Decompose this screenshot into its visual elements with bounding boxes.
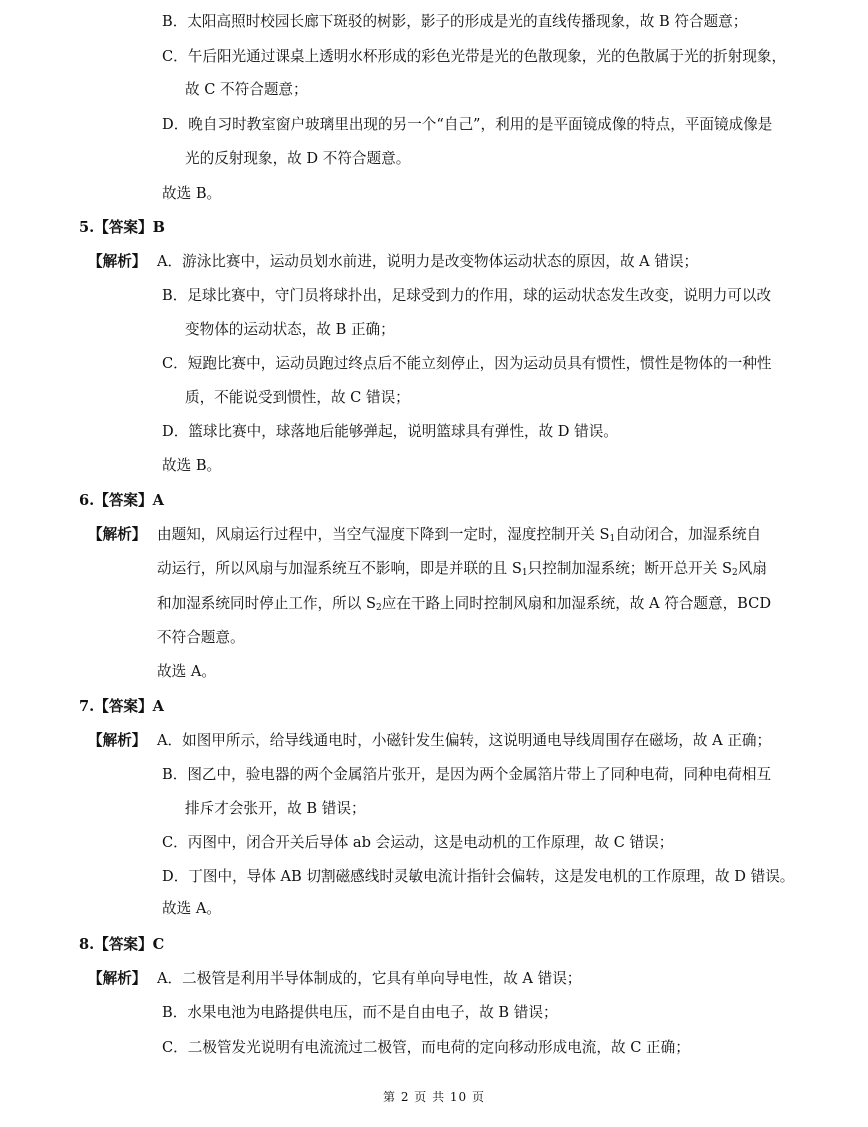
q4-option-b: B．太阳高照时校园长廊下斑驳的树影，影子的形成是光的直线传播现象，故 B 符合题意； (162, 13, 748, 30)
q7-option-b-line2: 排斥才会张开，故 B 错误； (185, 800, 366, 817)
q7-answer-heading: 7.【答案】A (79, 698, 164, 715)
page-footer: 第 2 页 共 10 页 (383, 1090, 485, 1104)
q5-choose: 故选 B。 (162, 457, 222, 474)
q6-analysis-line1: 由题知，风扇运行过程中，当空气湿度下降到一定时，湿度控制开关 $S_1$自动闭合，加湿系统自 (157, 526, 762, 544)
q4-option-d-line1: D．晚自习时教室窗户玻璃里出现的另一个“自己”，利用的是平面镜成像的特点，平面镜成像是 (162, 116, 773, 133)
q8-answer-heading: 8.【答案】C (79, 936, 165, 953)
q6-analysis-line4: 不符合题意。 (157, 629, 245, 646)
q6-answer-heading: 6.【答案】A (79, 492, 164, 509)
q5-option-c-line2: 质，不能说受到惯性，故 C 错误； (185, 389, 410, 406)
q5-option-b-line2: 变物体的运动状态，故 B 正确； (185, 321, 395, 338)
q7-option-c: C．丙图中，闭合开关后导体 ab 会运动，这是电动机的工作原理，故 C 错误； (162, 834, 674, 851)
q4-option-c-line2: 故 C 不符合题意； (185, 81, 308, 98)
q4-choose: 故选 B。 (162, 185, 222, 202)
q5-option-a: A．游泳比赛中，运动员划水前进，说明力是改变物体运动状态的原因，故 A 错误； (157, 253, 699, 270)
q5-answer-heading: 5.【答案】B (79, 219, 165, 236)
q5-option-b-line1: B．足球比赛中，守门员将球扑出，足球受到力的作用，球的运动状态发生改变，说明力可以改 (162, 287, 772, 304)
q8-option-b: B．水果电池为电路提供电压，而不是自由电子，故 B 错误； (162, 1004, 558, 1021)
q7-option-b-line1: B．图乙中，验电器的两个金属箔片张开，是因为两个金属箔片带上了同种电荷，同种电荷相互 (162, 766, 772, 783)
q6-analysis-tag: 【解析】 (88, 526, 147, 543)
q8-option-a: A．二极管是利用半导体制成的，它具有单向导电性，故 A 错误； (157, 970, 582, 987)
q7-analysis-tag: 【解析】 (88, 732, 147, 749)
q7-option-a: A．如图甲所示，给导线通电时，小磁针发生偏转，这说明通电导线周围存在磁场，故 A 正确； (157, 732, 772, 749)
q4-option-d-line2: 光的反射现象，故 D 不符合题意。 (185, 150, 411, 167)
q8-analysis-tag: 【解析】 (88, 970, 147, 987)
q7-option-d: D．丁图中，导体 AB 切割磁感线时灵敏电流计指针会偏转，这是发电机的工作原理，故 D 错误。 (162, 868, 795, 885)
q5-analysis-tag: 【解析】 (88, 253, 147, 270)
q6-analysis-line3: 和加湿系统同时停止工作，所以 $S_2$应在干路上同时控制风扇和加湿系统，故 A 符合题意，BCD (157, 595, 772, 613)
q8-option-c: C．二极管发光说明有电流流过二极管，而电荷的定向移动形成电流，故 C 正确； (162, 1039, 690, 1056)
q6-analysis-line2: 动运行，所以风扇与加湿系统互不影响，即是并联的且 $S_1$只控制加湿系统；断开总开关 $S_2$风扇 (157, 560, 767, 578)
q5-option-c-line1: C．短跑比赛中，运动员跑过终点后不能立刻停止，因为运动员具有惯性，惯性是物体的一种性 (162, 355, 772, 372)
q7-choose: 故选 A。 (162, 900, 221, 917)
q5-option-d: D．篮球比赛中，球落地后能够弹起，说明篮球具有弹性，故 D 错误。 (162, 423, 618, 440)
q4-option-c-line1: C．午后阳光通过课桌上透明水杯形成的彩色光带是光的色散现象，光的色散属于光的折射现象， (162, 48, 787, 65)
q6-choose: 故选 A。 (157, 663, 216, 680)
